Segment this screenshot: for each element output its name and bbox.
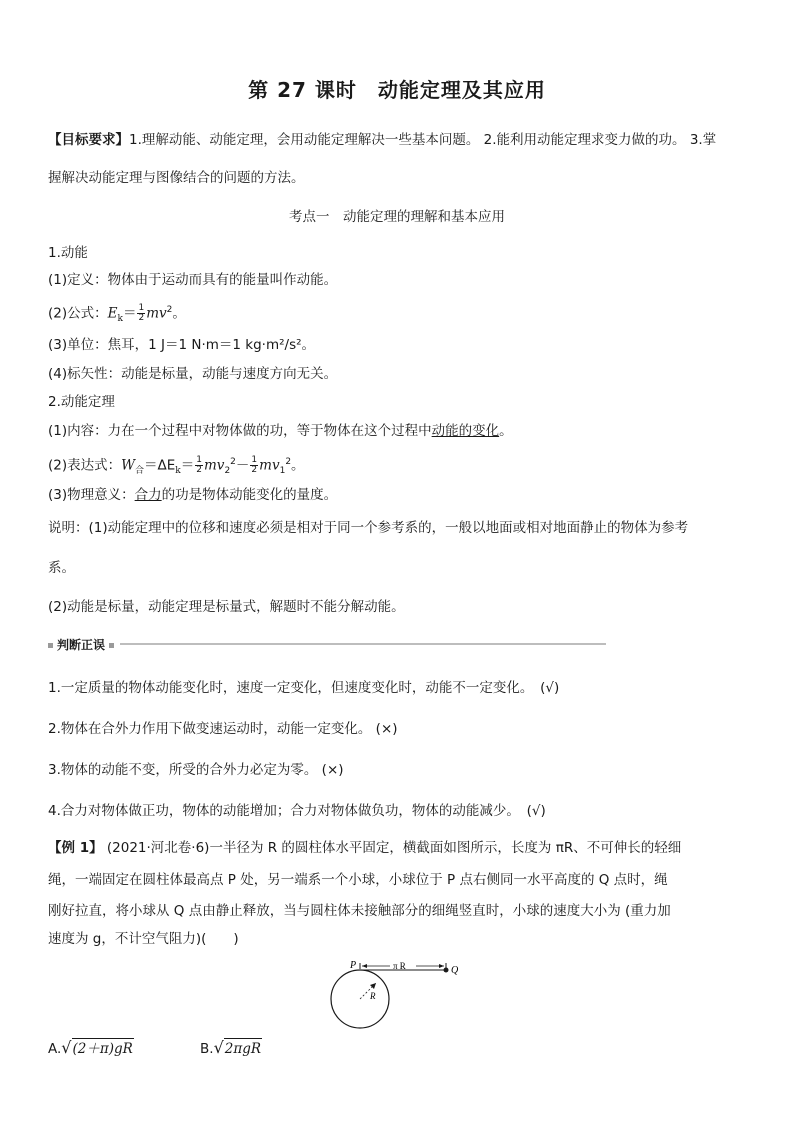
theorem-content-pre: (1)内容：力在一个过程中对物体做的功，等于物体在这个过程中: [48, 423, 432, 439]
cylinder-figure: [320, 955, 470, 1035]
expr-sub-2: 2: [224, 466, 231, 477]
fraction-half-1: [195, 456, 203, 475]
judge-item-3: 3.物体的动能不变，所受的合外力必定为零。 (×): [48, 762, 344, 778]
sqrt-icon: √: [61, 1038, 72, 1057]
example-line-4: 速度为 g，不计空气阻力)( ): [48, 931, 239, 947]
option-b-label: B.: [200, 1041, 214, 1057]
frac-den: 2: [138, 313, 145, 323]
meaning-post: 的功是物体动能变化的量度。: [161, 487, 338, 503]
expr-minus: －: [235, 457, 250, 474]
option-a-label: A.: [48, 1041, 62, 1057]
example-line-3: 刚好拉直，将小球从 Q 点由静止释放，当与圆柱体未接触部分的细绳竖直时，小球的速度大小为 (重力加: [48, 903, 671, 919]
expr-k: k: [175, 466, 181, 477]
example-label: 【例 1】: [48, 840, 103, 856]
theorem-content-post: 。: [499, 423, 513, 439]
meaning-pre: (3)物理意义：: [48, 487, 135, 503]
frac-den: 2: [251, 465, 258, 475]
kinetic-def: (1)定义：物体由于运动而具有的能量叫作动能。: [48, 272, 338, 288]
judge-header: [48, 636, 114, 653]
formula-end: 。: [172, 305, 186, 322]
example-line-1: [48, 838, 681, 858]
arrow-right-icon: [439, 964, 444, 968]
theorem-head: 2.动能定理: [48, 394, 115, 410]
label-p: P: [350, 960, 357, 971]
example-text-1: (2021·河北卷·6)一半径为 R 的圆柱体水平固定，横截面如图所示，长度为 πR、不可伸长的轻细: [102, 840, 682, 856]
kinetic-formula: [48, 300, 186, 329]
theorem-expression: [48, 452, 305, 481]
square-bullet-icon: [48, 643, 53, 648]
expr-sup-2a: 2: [230, 457, 236, 467]
frac-num: 1: [138, 303, 145, 313]
label-r: R: [370, 991, 376, 1001]
goals-line-1: [48, 130, 716, 150]
kinetic-head: 1.动能: [48, 245, 88, 261]
note-line-2: 系。: [48, 560, 75, 576]
option-a-expr: (2＋π)gR: [72, 1038, 134, 1059]
label-q: Q: [451, 965, 459, 976]
example-line-2: 绳，一端固定在圆柱体最高点 P 处，另一端系一个小球，小球位于 P 点右侧同一水平高度的 Q 点时，绳: [48, 872, 668, 888]
expr-w: W: [121, 457, 136, 474]
arrow-left-icon: [362, 964, 367, 968]
option-b[interactable]: [200, 1038, 262, 1059]
note-line-3: (2)动能是标量，动能定理是标量式，解题时不能分解动能。: [48, 599, 405, 615]
expr-mv2: mv: [204, 457, 225, 474]
expr-sup-2b: 2: [285, 457, 292, 467]
frac-num: 1: [196, 455, 202, 465]
meaning-underline: 合力: [134, 487, 162, 503]
goals-text-1: 1.理解动能、动能定理，会用动能定理解决一些基本问题。 2.能利用动能定理求变力做的功。 3.掌: [129, 132, 717, 148]
formula-label: (2)公式：: [48, 305, 108, 322]
option-a[interactable]: [48, 1038, 134, 1059]
note-line-1: 说明：(1)动能定理中的位移和速度必须是相对于同一个参考系的，一般以地面或相对地面静止的物体为参考: [48, 520, 689, 536]
formula-sup: 2: [166, 305, 173, 315]
radius-arrow-icon: [370, 983, 376, 989]
expr-mid: ＝ΔE: [144, 457, 176, 474]
judge-item-4: 4.合力对物体做正功，物体的动能增加；合力对物体做负功，物体的动能减少。 (√): [48, 803, 546, 819]
theorem-meaning: [48, 485, 337, 505]
kinetic-scalar: (4)标矢性：动能是标量，动能与速度方向无关。: [48, 366, 338, 382]
judge-title: 判断正误: [57, 638, 106, 652]
frac-den: 2: [196, 465, 202, 475]
frac-num: 1: [251, 455, 258, 465]
goals-label: 【目标要求】: [48, 132, 129, 148]
goals-line-2: 握解决动能定理与图像结合的问题的方法。: [48, 170, 305, 186]
theorem-content-underline: 动能的变化: [431, 423, 500, 439]
ball-q: [444, 968, 449, 973]
option-b-expr: 2πgR: [224, 1038, 262, 1059]
formula-e: E: [107, 305, 118, 322]
square-bullet-icon: [109, 643, 114, 648]
theorem-content: [48, 421, 513, 441]
expr-sub-1: 1: [279, 466, 286, 477]
formula-sub: k: [117, 314, 123, 325]
expr-eq: ＝: [180, 457, 195, 474]
judge-item-2: 2.物体在合外力作用下做变速运动时，动能一定变化。 (×): [48, 721, 398, 737]
expr-label: (2)表达式：: [48, 457, 122, 474]
section-title: 考点一 动能定理的理解和基本应用: [289, 209, 505, 225]
page-title: 第 27 课时 动能定理及其应用: [248, 78, 546, 102]
sqrt-icon: √: [213, 1038, 224, 1057]
judge-item-1: 1.一定质量的物体动能变化时，速度一定变化，但速度变化时，动能不一定变化。 (√): [48, 680, 560, 696]
formula-eq: ＝: [122, 305, 137, 322]
label-pir: π R: [393, 961, 406, 971]
fraction-half-2: [250, 456, 258, 475]
expr-mv1: mv: [259, 457, 280, 474]
expr-end: 。: [291, 457, 305, 474]
kinetic-unit: (3)单位：焦耳，1 J＝1 N·m＝1 kg·m²/s²。: [48, 337, 316, 353]
fraction-half: [137, 304, 145, 323]
judge-divider: [120, 643, 606, 645]
expr-w-sub: 合: [135, 466, 145, 477]
formula-mv: mv: [146, 305, 167, 322]
